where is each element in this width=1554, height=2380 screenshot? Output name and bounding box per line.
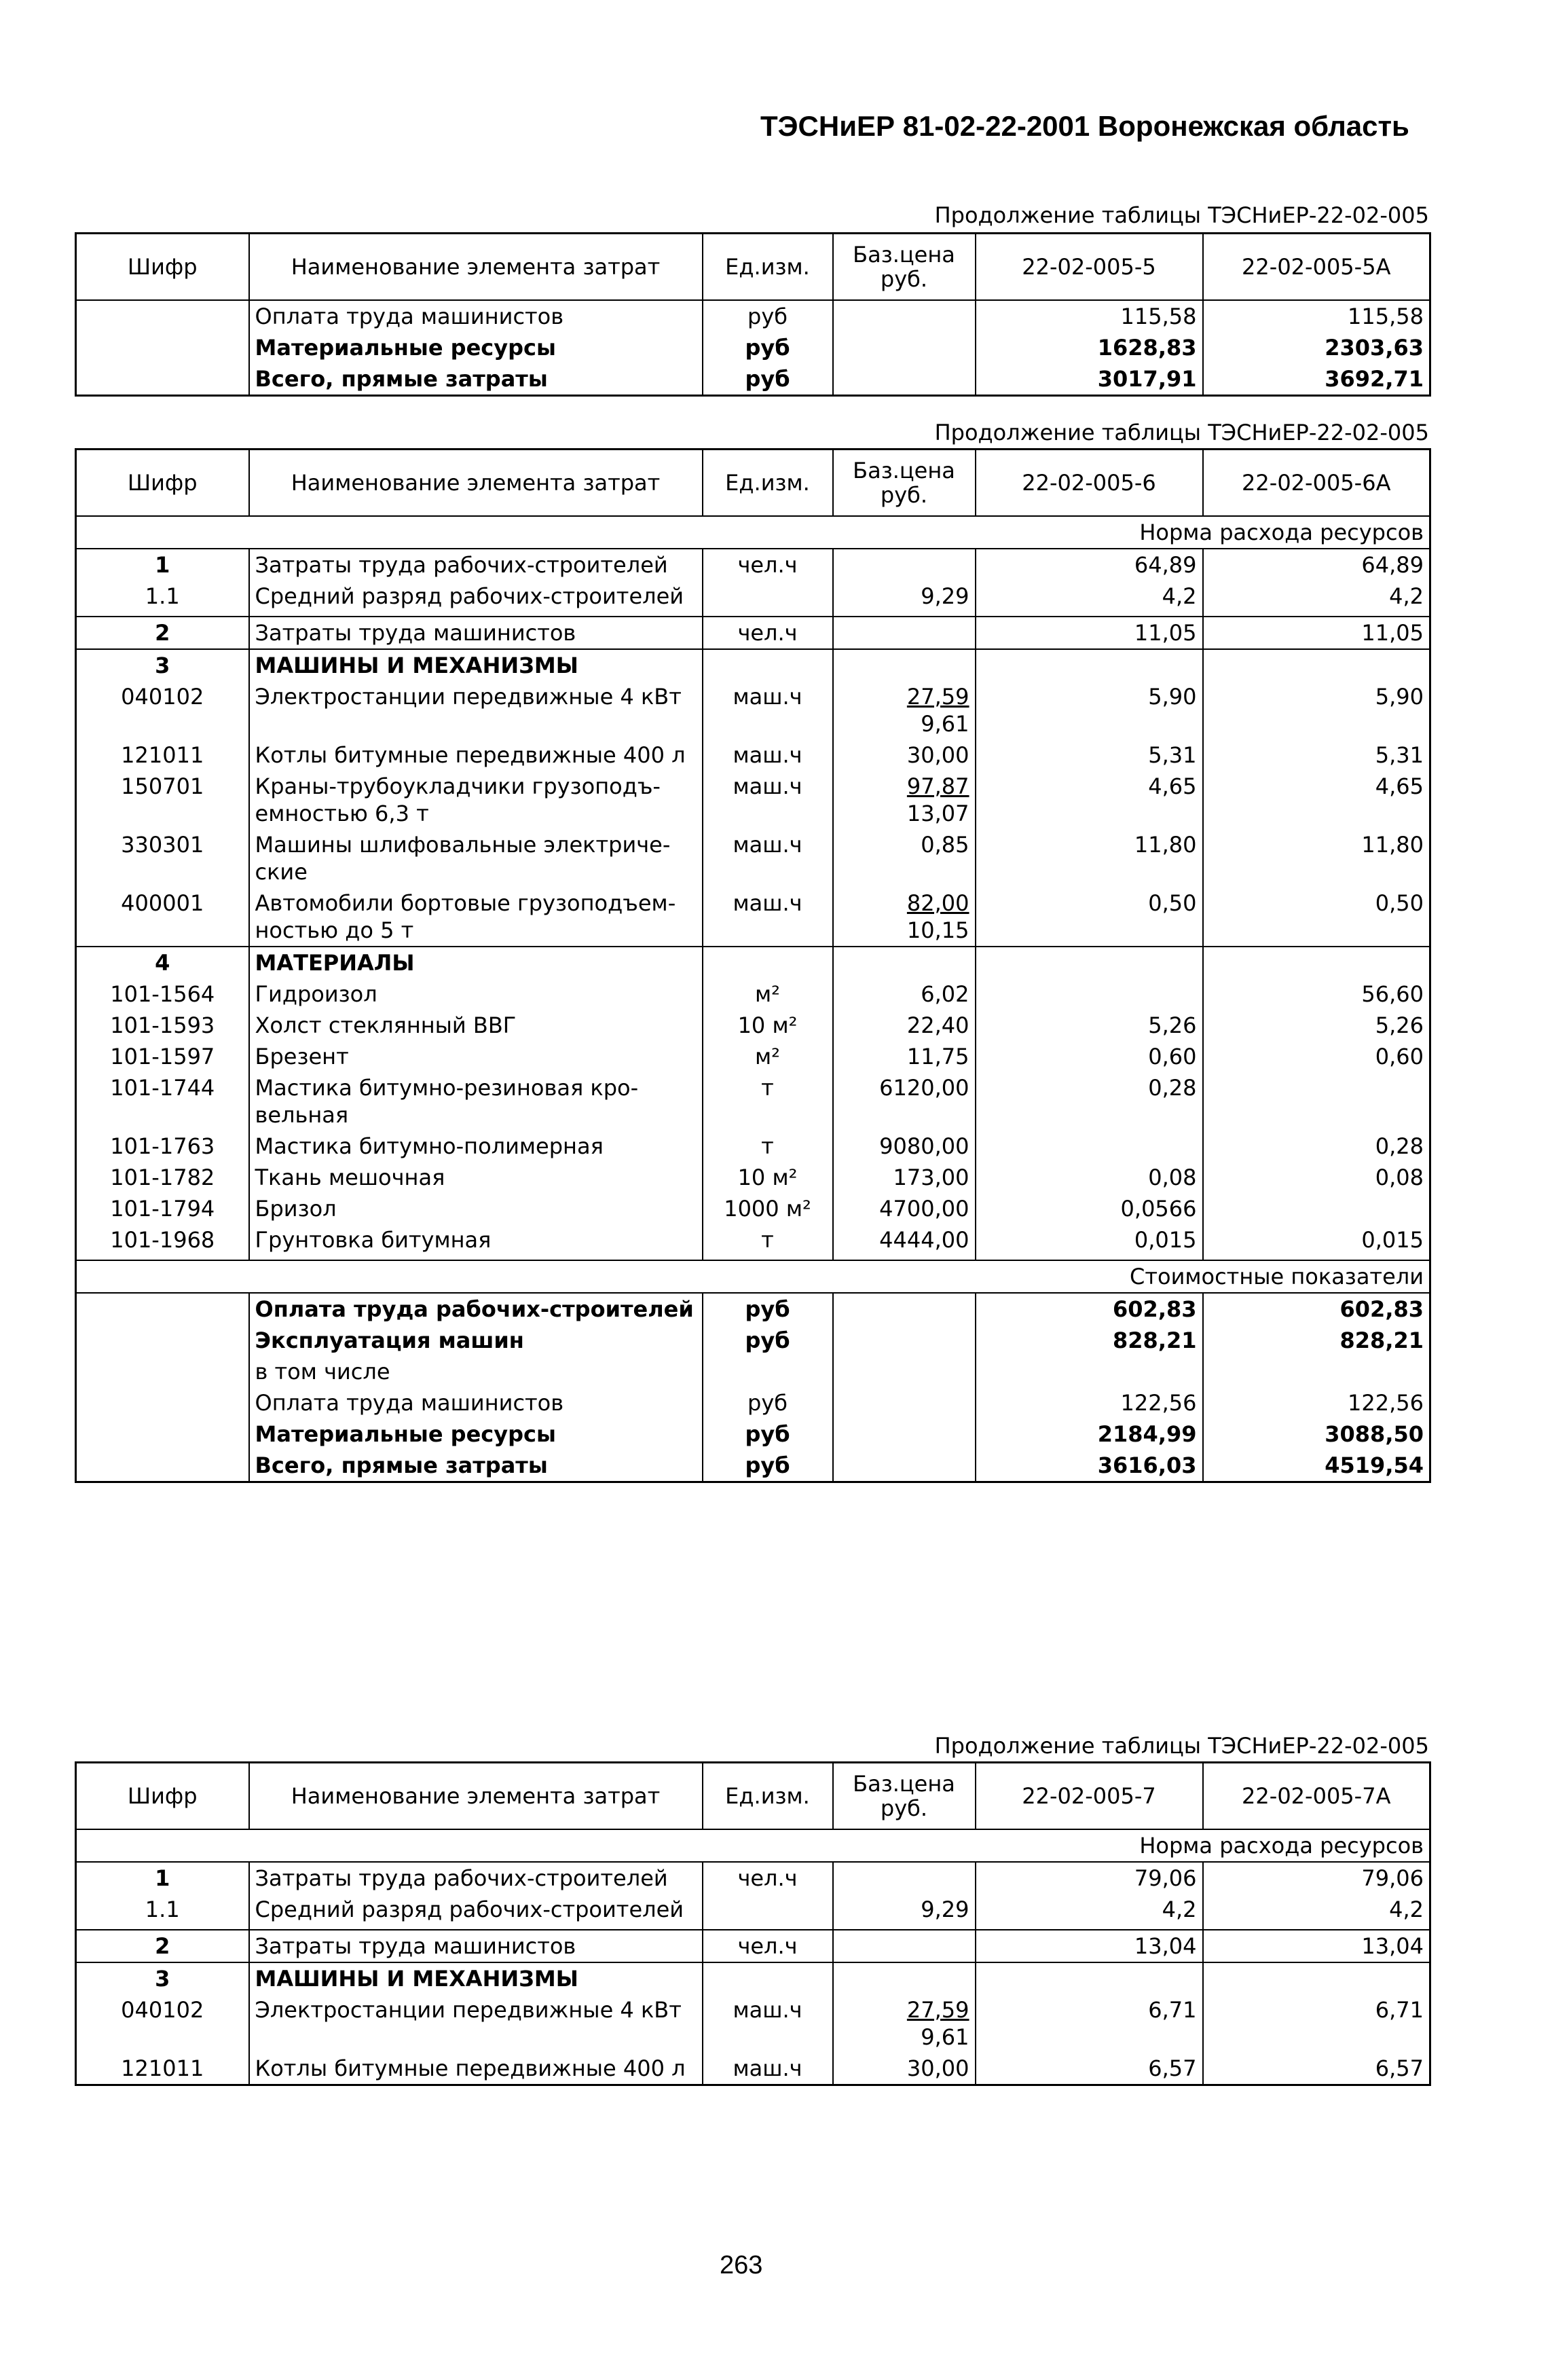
price-labor-value: 9,61 [921, 2024, 969, 2050]
price-labor-value: 13,07 [906, 801, 969, 826]
code-cell: 101-1597 [76, 1041, 249, 1072]
value-b-cell: 0,015 [1361, 1227, 1424, 1253]
value-a-cell: 0,015 [976, 1224, 1203, 1256]
group-code: 3 [76, 1962, 249, 1994]
value-a-cell: 0,08 [976, 1162, 1203, 1193]
value-b-cell: 4,2 [1389, 1897, 1424, 1922]
material-row [76, 1010, 1430, 1041]
machine-row [76, 771, 1430, 829]
unit-cell: т [703, 1131, 833, 1162]
value-b-cell: 0,28 [1375, 1133, 1424, 1159]
code-cell: 121011 [76, 2053, 249, 2085]
value-a-cell: 6,57 [976, 2053, 1203, 2085]
price-cell [833, 332, 976, 363]
labor-row [76, 1894, 1430, 1925]
name-cell: Холст стеклянный ВВГ [249, 1010, 703, 1041]
labor-row [76, 1862, 1430, 1894]
machine-row [76, 887, 1430, 947]
name-cell: Грунтовка битумная [249, 1224, 703, 1256]
unit-cell: 10 м² [703, 1010, 833, 1041]
code-cell: 2 [76, 1930, 249, 1962]
material-row [76, 1131, 1430, 1162]
price-cell [833, 887, 976, 947]
group-code: 4 [76, 947, 249, 978]
name-cell: Оплата труда рабочих-строителей [249, 1293, 703, 1325]
code-cell: 101-1593 [76, 1010, 249, 1041]
unit-cell: руб [703, 1450, 833, 1482]
name-cell: Мастика битумно-полимерная [249, 1131, 703, 1162]
price-cell [833, 1356, 976, 1387]
code-cell: 040102 [76, 681, 249, 739]
name-cell: Затраты труда рабочих-строителей [249, 549, 703, 581]
code-cell [76, 1418, 249, 1450]
norma-label: Стоимостные показатели [76, 1260, 1430, 1293]
unit-cell: маш.ч [703, 2053, 833, 2085]
unit-cell: маш.ч [703, 739, 833, 771]
unit-cell: т [703, 1072, 833, 1131]
unit-cell: маш.ч [703, 1994, 833, 2053]
col-header-name: Наименование элемента затрат [249, 234, 703, 301]
value-b-cell: 0,60 [1375, 1044, 1424, 1069]
material-row [76, 1072, 1430, 1131]
table3-header-row [76, 1763, 1430, 1830]
unit-cell: руб [703, 1418, 833, 1450]
value-b-cell: 0,08 [1375, 1165, 1424, 1190]
col-header-price: Баз.цена руб. [833, 234, 976, 301]
code-cell: 101-1968 [76, 1224, 249, 1256]
value-b-cell [1203, 1356, 1430, 1387]
machine-row [76, 681, 1430, 739]
value-a-cell: 6,71 [976, 1994, 1203, 2053]
unit-cell: 1000 м² [703, 1193, 833, 1224]
cost-row [76, 1418, 1430, 1450]
col-header-price: Баз.цена руб. [833, 450, 976, 517]
name-cell: Автомобили бортовые грузоподъем-ностью до 5 т [249, 887, 703, 947]
col-header-b: 22-02-005-7А [1203, 1763, 1430, 1830]
price-cell [833, 829, 976, 887]
value-b-cell: 11,80 [1361, 832, 1424, 858]
value-a-cell: 79,06 [976, 1862, 1203, 1894]
name-cell: Средний разряд рабочих-строителей [249, 581, 703, 612]
material-row [76, 1193, 1430, 1224]
col-header-b: 22-02-005-6А [1203, 450, 1430, 517]
spacer-row [76, 1925, 1430, 1930]
value-a-cell: 115,58 [976, 300, 1203, 332]
material-row [76, 978, 1430, 1010]
name-cell: Затраты труда машинистов [249, 1930, 703, 1962]
col-header-b: 22-02-005-5А [1203, 234, 1430, 301]
code-cell: 101-1744 [76, 1072, 249, 1131]
price-cell [833, 300, 976, 332]
price-value: 27,59 [906, 684, 969, 710]
code-cell: 1 [76, 1862, 249, 1894]
col-header-price: Баз.цена руб. [833, 1763, 976, 1830]
price-cell [833, 1862, 976, 1894]
group-title: МАТЕРИАЛЫ [249, 947, 703, 978]
code-cell: 101-1763 [76, 1131, 249, 1162]
value-a-cell: 0,60 [976, 1041, 1203, 1072]
cost-row [76, 1450, 1430, 1482]
price-value: 0,85 [921, 832, 969, 858]
value-a-cell [976, 978, 1203, 1010]
value-b-cell: 602,83 [1339, 1296, 1424, 1322]
value-b-cell: 122,56 [1348, 1390, 1424, 1416]
name-cell: Электростанции передвижные 4 кВт [249, 1994, 703, 2053]
value-b-cell: 5,90 [1375, 684, 1424, 710]
value-a-cell: 0,28 [976, 1072, 1203, 1131]
price-cell: 9080,00 [833, 1131, 976, 1162]
cost-row [76, 1325, 1430, 1356]
material-row [76, 1224, 1430, 1256]
value-b-cell: 4,2 [1389, 583, 1424, 609]
code-cell [76, 363, 249, 396]
unit-cell: руб [703, 1387, 833, 1418]
unit-cell: м² [703, 1041, 833, 1072]
name-cell: Гидроизол [249, 978, 703, 1010]
norma-row [76, 1260, 1430, 1293]
name-cell: Оплата труда машинистов [249, 300, 703, 332]
value-a-cell: 5,26 [976, 1010, 1203, 1041]
code-cell [76, 332, 249, 363]
code-cell [76, 1293, 249, 1325]
unit-cell: т [703, 1224, 833, 1256]
code-cell: 121011 [76, 739, 249, 771]
price-cell [833, 771, 976, 829]
unit-cell [703, 1356, 833, 1387]
code-cell: 150701 [76, 771, 249, 829]
value-a-cell: 3017,91 [976, 363, 1203, 396]
code-cell [76, 1325, 249, 1356]
name-cell: Котлы битумные передвижные 400 л [249, 2053, 703, 2085]
price-value: 82,00 [906, 890, 969, 916]
code-cell [76, 1450, 249, 1482]
value-a-cell: 0,50 [976, 887, 1203, 947]
unit-cell [703, 1894, 833, 1925]
norma-row [76, 516, 1430, 549]
price-cell [833, 739, 976, 771]
name-cell: Краны-трубоукладчики грузоподъ-емностью 6,3 т [249, 771, 703, 829]
unit-cell: м² [703, 978, 833, 1010]
name-cell: Средний разряд рабочих-строителей [249, 1894, 703, 1925]
code-cell: 1 [76, 549, 249, 581]
col-header-code: Шифр [76, 450, 249, 517]
unit-cell [703, 581, 833, 612]
value-b-cell: 4,65 [1375, 773, 1424, 799]
name-cell: Брезент [249, 1041, 703, 1072]
col-header-code: Шифр [76, 1763, 249, 1830]
name-cell: в том числе [249, 1356, 703, 1387]
price-cell [833, 1930, 976, 1962]
value-b-cell: 64,89 [1361, 552, 1424, 578]
value-a-cell: 64,89 [976, 549, 1203, 581]
table1 [75, 232, 1431, 397]
labor-row [76, 617, 1430, 649]
cost-row [76, 1387, 1430, 1418]
code-cell: 400001 [76, 887, 249, 947]
page-number: 263 [720, 2251, 763, 2280]
unit-cell: руб [703, 1325, 833, 1356]
col-header-a: 22-02-005-6 [976, 450, 1203, 517]
value-a-cell: 4,65 [976, 771, 1203, 829]
value-a-cell: 122,56 [976, 1387, 1203, 1418]
name-cell: Машины шлифовальные электриче-ские [249, 829, 703, 887]
name-cell: Затраты труда машинистов [249, 617, 703, 649]
labor-row [76, 581, 1430, 612]
value-a-cell: 1628,83 [976, 332, 1203, 363]
value-b-cell: 5,31 [1375, 742, 1424, 768]
unit-cell: чел.ч [703, 549, 833, 581]
table1-caption: Продолжение таблицы ТЭСНиЕР-22-02-005 [934, 202, 1429, 228]
name-cell: Бризол [249, 1193, 703, 1224]
value-b-cell: 11,05 [1203, 617, 1430, 649]
value-b-cell: 3692,71 [1325, 366, 1424, 392]
table2-caption: Продолжение таблицы ТЭСНиЕР-22-02-005 [934, 420, 1429, 445]
value-b-cell: 56,60 [1361, 981, 1424, 1007]
price-value: 97,87 [906, 773, 969, 799]
value-a-cell: 602,83 [976, 1293, 1203, 1325]
machine-row [76, 1994, 1430, 2053]
col-header-code: Шифр [76, 234, 249, 301]
unit-cell: маш.ч [703, 887, 833, 947]
value-b-cell: 5,26 [1375, 1012, 1424, 1038]
value-b-cell: 2303,63 [1325, 335, 1424, 361]
cost-row [76, 332, 1430, 363]
value-b-cell: 6,57 [1375, 2055, 1424, 2081]
code-cell: 101-1782 [76, 1162, 249, 1193]
value-a-cell [976, 1356, 1203, 1387]
unit-cell: чел.ч [703, 1862, 833, 1894]
code-cell: 1.1 [76, 1894, 249, 1925]
price-cell: 173,00 [833, 1162, 976, 1193]
group-title-row [76, 649, 1430, 681]
machine-row [76, 2053, 1430, 2085]
col-header-unit: Ед.изм. [703, 234, 833, 301]
price-cell [833, 1994, 976, 2053]
value-a-cell: 5,90 [976, 681, 1203, 739]
name-cell: Ткань мешочная [249, 1162, 703, 1193]
col-header-unit: Ед.изм. [703, 1763, 833, 1830]
name-cell: Электростанции передвижные 4 кВт [249, 681, 703, 739]
unit-cell: чел.ч [703, 617, 833, 649]
unit-cell: 10 м² [703, 1162, 833, 1193]
price-labor-value: 9,61 [921, 711, 969, 737]
code-cell: 101-1794 [76, 1193, 249, 1224]
price-value: 30,00 [906, 742, 969, 768]
unit-cell: руб [703, 300, 833, 332]
group-title-row [76, 1962, 1430, 1994]
unit-cell: чел.ч [703, 1930, 833, 1962]
table3 [75, 1761, 1431, 2086]
price-cell [833, 2053, 976, 2085]
value-a-cell: 5,31 [976, 739, 1203, 771]
name-cell: Затраты труда рабочих-строителей [249, 1862, 703, 1894]
table2 [75, 448, 1431, 1483]
price-cell [833, 1450, 976, 1482]
unit-cell: маш.ч [703, 829, 833, 887]
unit-cell: маш.ч [703, 681, 833, 739]
unit-cell: руб [703, 332, 833, 363]
norma-label: Норма расхода ресурсов [76, 1829, 1430, 1862]
price-cell [833, 1325, 976, 1356]
code-cell [76, 1356, 249, 1387]
document-header: ТЭСНиЕР 81-02-22-2001 Воронежская область [760, 110, 1409, 142]
value-a-cell: 4,2 [976, 581, 1203, 612]
value-a-cell: 11,80 [976, 829, 1203, 887]
price-cell: 6120,00 [833, 1072, 976, 1131]
value-a-cell: 4,2 [976, 1894, 1203, 1925]
material-row [76, 1041, 1430, 1072]
machine-row [76, 739, 1430, 771]
price-cell: 11,75 [833, 1041, 976, 1072]
col-header-a: 22-02-005-7 [976, 1763, 1203, 1830]
value-b-cell: 6,71 [1375, 1997, 1424, 2023]
labor-row [76, 1930, 1430, 1962]
name-cell: Оплата труда машинистов [249, 1387, 703, 1418]
group-title: МАШИНЫ И МЕХАНИЗМЫ [249, 1962, 703, 1994]
value-b-cell: 0,50 [1375, 890, 1424, 916]
value-a-cell [976, 1131, 1203, 1162]
code-cell: 040102 [76, 1994, 249, 2053]
cost-row [76, 300, 1430, 332]
value-b-cell: 13,04 [1203, 1930, 1430, 1962]
value-b-cell: 3088,50 [1325, 1421, 1424, 1447]
unit-cell: руб [703, 363, 833, 396]
group-title: МАШИНЫ И МЕХАНИЗМЫ [249, 649, 703, 681]
code-cell: 1.1 [76, 581, 249, 612]
norma-row [76, 1829, 1430, 1862]
value-a-cell: 828,21 [976, 1325, 1203, 1356]
value-a-cell: 13,04 [976, 1930, 1203, 1962]
table3-caption: Продолжение таблицы ТЭСНиЕР-22-02-005 [934, 1733, 1429, 1759]
table1-header-row [76, 234, 1430, 301]
spacer-row [76, 612, 1430, 617]
col-header-a: 22-02-005-5 [976, 234, 1203, 301]
cost-row [76, 1356, 1430, 1387]
value-a-cell: 11,05 [976, 617, 1203, 649]
norma-label: Норма расхода ресурсов [76, 516, 1430, 549]
value-a-cell: 3616,03 [976, 1450, 1203, 1482]
name-cell: Эксплуатация машин [249, 1325, 703, 1356]
price-value: 27,59 [906, 1997, 969, 2023]
name-cell: Материальные ресурсы [249, 1418, 703, 1450]
machine-row [76, 829, 1430, 887]
value-b-cell: 828,21 [1339, 1328, 1424, 1353]
value-b-cell: 115,58 [1348, 304, 1424, 329]
group-title-row [76, 947, 1430, 978]
col-header-unit: Ед.изм. [703, 450, 833, 517]
price-cell [833, 681, 976, 739]
name-cell: Материальные ресурсы [249, 332, 703, 363]
material-row [76, 1162, 1430, 1193]
value-b-cell [1203, 1072, 1430, 1131]
table2-header-row [76, 450, 1430, 517]
price-cell: 4700,00 [833, 1193, 976, 1224]
price-cell [833, 363, 976, 396]
col-header-name: Наименование элемента затрат [249, 450, 703, 517]
price-cell [833, 617, 976, 649]
code-cell: 101-1564 [76, 978, 249, 1010]
value-b-cell [1203, 1193, 1430, 1224]
price-cell: 6,02 [833, 978, 976, 1010]
price-cell: 9,29 [833, 1894, 976, 1925]
labor-row [76, 549, 1430, 581]
code-cell: 2 [76, 617, 249, 649]
value-b-cell: 79,06 [1361, 1865, 1424, 1891]
price-labor-value: 10,15 [906, 917, 969, 943]
spacer-row [76, 1256, 1430, 1260]
group-code: 3 [76, 649, 249, 681]
price-cell: 4444,00 [833, 1224, 976, 1256]
price-cell: 22,40 [833, 1010, 976, 1041]
code-cell: 330301 [76, 829, 249, 887]
price-cell [833, 1418, 976, 1450]
name-cell: Котлы битумные передвижные 400 л [249, 739, 703, 771]
col-header-name: Наименование элемента затрат [249, 1763, 703, 1830]
name-cell: Всего, прямые затраты [249, 1450, 703, 1482]
price-cell [833, 1293, 976, 1325]
name-cell: Всего, прямые затраты [249, 363, 703, 396]
value-a-cell: 2184,99 [976, 1418, 1203, 1450]
code-cell [76, 300, 249, 332]
cost-row [76, 1293, 1430, 1325]
value-a-cell: 0,0566 [976, 1193, 1203, 1224]
unit-cell: руб [703, 1293, 833, 1325]
price-cell [833, 1387, 976, 1418]
value-b-cell: 4519,54 [1325, 1452, 1424, 1478]
cost-row [76, 363, 1430, 396]
name-cell: Мастика битумно-резиновая кро-вельная [249, 1072, 703, 1131]
unit-cell: маш.ч [703, 771, 833, 829]
price-cell [833, 549, 976, 581]
code-cell [76, 1387, 249, 1418]
price-value: 30,00 [906, 2055, 969, 2081]
price-cell: 9,29 [833, 581, 976, 612]
